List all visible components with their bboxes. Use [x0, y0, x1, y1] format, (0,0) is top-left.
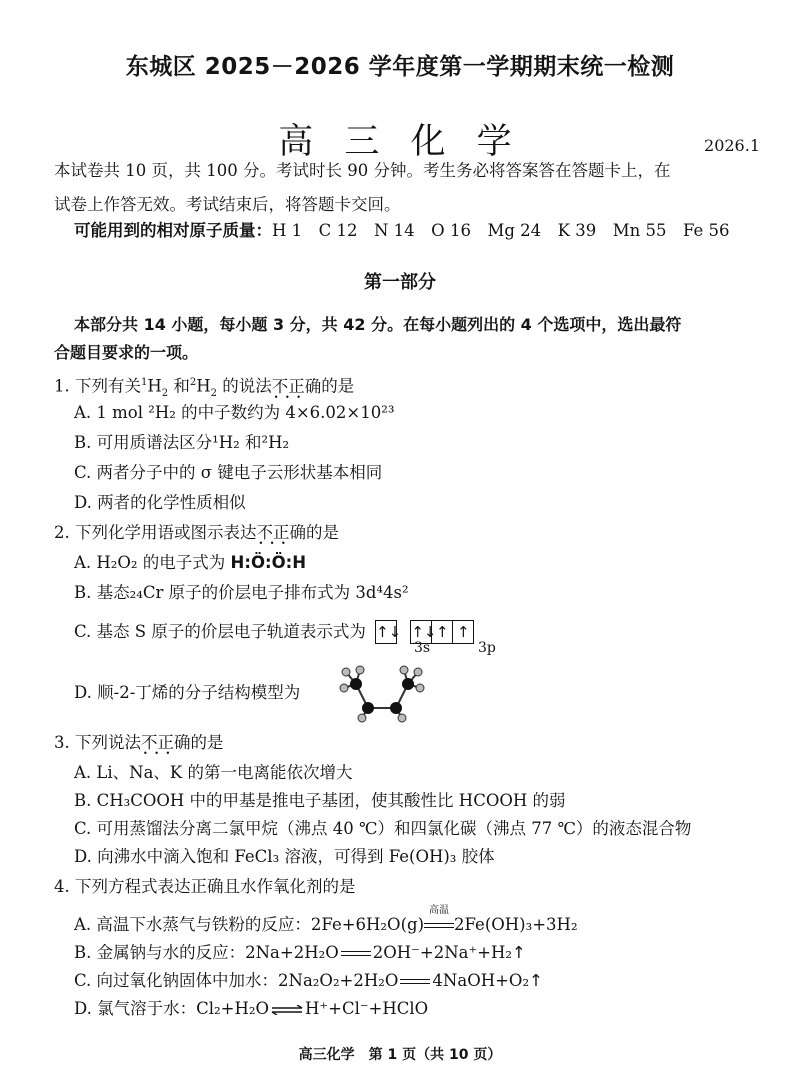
exam-title: 东城区 2025－2026 学年度第一学期期末统一检测 [125, 54, 675, 80]
question-3-option-b: B. CH₃COOH 中的甲基是推电子基团，使其酸性比 HCOOH 的弱 [74, 791, 566, 810]
atomic-masses-values: H 1 C 12 N 14 O 16 Mg 24 K 39 Mn 55 Fe 56 [272, 221, 730, 240]
instructions-line-2: 试卷上作答无效。考试结束后，将答题卡交回。 [54, 195, 401, 214]
emphasis-text: 不正确 • • • [141, 732, 191, 754]
question-4-option-d: D. 氯气溶于水：Cl₂+H₂O H⁺+Cl⁻+HClO [74, 999, 429, 1018]
question-3-option-c: C. 可用蒸馏法分离二氯甲烷（沸点 40 ℃）和四氯化碳（沸点 77 ℃）的液态混合物 [74, 819, 692, 838]
emphasis-text: 不正确 • • • [272, 376, 322, 398]
reversible-arrow-icon [271, 1005, 303, 1015]
question-2-stem: 2. 下列化学用语或图示表达不正确 • • •的是 [54, 522, 784, 544]
question-1-option-b: B. 可用质谱法区分¹H₂ 和²H₂ [74, 433, 290, 452]
equals-sign [400, 979, 430, 984]
question-2-option-a: A. H₂O₂ 的电子式为 H:Ö:Ö:H [74, 553, 307, 572]
question-2-option-b: B. 基态₂₄Cr 原子的价层电子排布式为 3d⁴4s² [74, 583, 409, 602]
part-description-1: 本部分共 14 小题，每小题 3 分，共 42 分。在每小题列出的 4 个选项中，选出最符 [74, 315, 682, 334]
question-3-stem: 3. 下列说法不正确 • • •的是 [54, 732, 784, 754]
subject-title: 高 三 化 学 [278, 122, 522, 162]
question-2-option-c: C. 基态 S 原子的价层电子轨道表示式为 ↑↓ ↑↓ ↑ ↑ [74, 620, 800, 644]
orbital-3p-cell-2: ↑ [431, 621, 452, 643]
orbital-3s-label: 3s [414, 640, 431, 656]
electron-formula: H:Ö:Ö:H [230, 553, 307, 572]
atomic-masses-line [74, 220, 800, 242]
instructions-line-1: 本试卷共 10 页，共 100 分。考试时长 90 分钟。考生务必将答案答在答题卡上，在 [54, 161, 671, 180]
page-footer: 高三化学 第 1 页（共 10 页） [298, 1047, 502, 1063]
question-4-option-c: C. 向过氧化钠固体中加水：2Na₂O₂+2H₂O 4NaOH+O₂↑ [74, 971, 543, 990]
cis-2-butene-model [336, 664, 426, 724]
gas-arrow-icon: ↑ [529, 971, 543, 990]
question-4-option-a: A. 高温下水蒸气与铁粉的反应：2Fe+6H₂O(g) 高温 2Fe(OH)₃+3H₂ [74, 905, 578, 934]
orbital-3p-cell-3: ↑ [452, 621, 473, 643]
orbital-3p-cell-1: ↑↓ [411, 623, 437, 641]
equals-sign [341, 951, 371, 956]
question-1-option-a: A. 1 mol ²H₂ 的中子数约为 4×6.02×10²³ [74, 403, 395, 422]
question-1-stem: 1. 下列有关$^1H_2$ 和$^2H_2$ 的说法不正确 • • •的是 [54, 372, 784, 405]
question-3-option-a: A. Li、Na、K 的第一电离能依次增大 [74, 763, 353, 782]
question-3-option-d: D. 向沸水中滴入饱和 FeCl₃ 溶液，可得到 Fe(OH)₃ 胶体 [74, 847, 495, 866]
question-2-option-d: D. 顺-2-丁烯的分子结构模型为 [74, 683, 301, 702]
emphasis-text: 不正确 • • • [257, 522, 307, 544]
question-4-stem: 4. 下列方程式表达正确且水作氧化剂的是 [54, 877, 356, 896]
orbital-3s-cell: ↑↓ [376, 623, 402, 641]
exam-date: 2026.1 [704, 136, 760, 155]
part-description-2: 合题目要求的一项。 [54, 343, 199, 362]
equation-condition: 高温 [424, 914, 454, 936]
orbital-3s-box [375, 620, 402, 644]
question-4-option-b: B. 金属钠与水的反应：2Na+2H₂O 2OH⁻+2Na⁺+H₂↑ [74, 943, 526, 962]
question-1-option-c: C. 两者分子中的 σ 键电子云形状基本相同 [74, 463, 383, 482]
part-title: 第一部分 [364, 272, 436, 293]
atomic-masses-label: 可能用到的相对原子质量： [74, 221, 272, 240]
question-1-option-d: D. 两者的化学性质相似 [74, 493, 246, 512]
orbital-3p-label: 3p [478, 640, 496, 656]
gas-arrow-icon: ↑ [512, 943, 526, 962]
